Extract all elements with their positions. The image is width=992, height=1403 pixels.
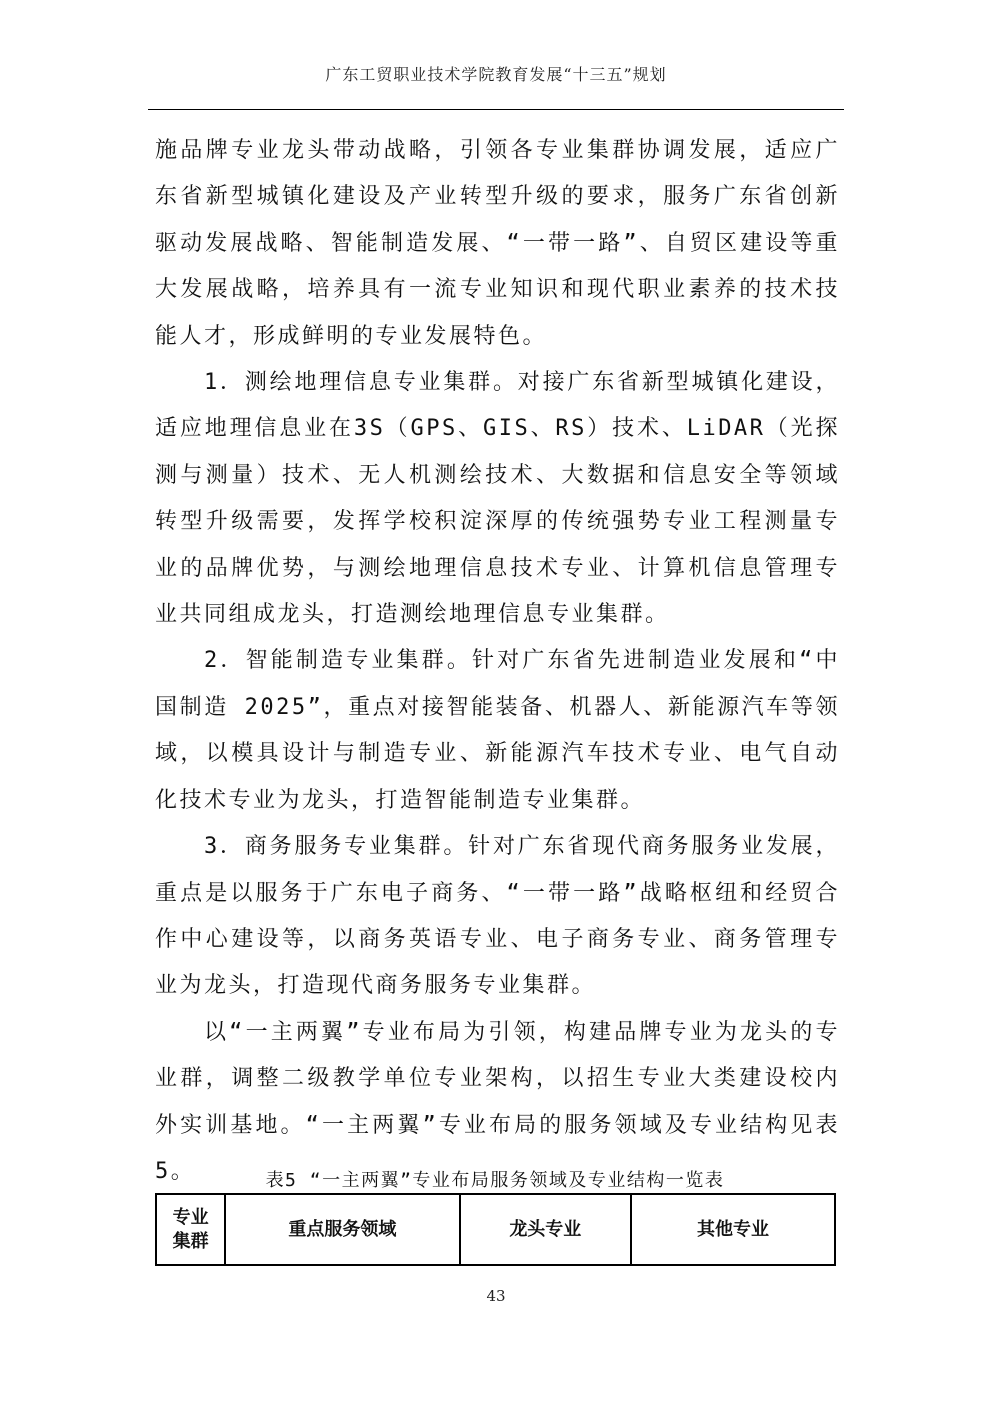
paragraph-continuation: 施品牌专业龙头带动战略，引领各专业集群协调发展，适应广东省新型城镇化建设及产业转型升级的要求，服务广东省创新驱动发展战略、智能制造发展、“一带一路”、自贸区建设等重大发展战略，培养具有一流专业知识和现代职业素养的技术技能人才，形成鲜明的专业发展特色。	[155, 138, 840, 349]
structure-table	[155, 1193, 836, 1266]
header-cell-service-areas: 重点服务领域	[225, 1194, 459, 1265]
header-cluster-line2: 集群	[172, 1230, 209, 1252]
page-number: 43	[486, 1287, 506, 1305]
header-cluster-line1: 专业	[172, 1206, 209, 1228]
table-header-row	[156, 1194, 835, 1265]
header-cell-other-majors: 其他专业	[631, 1194, 835, 1265]
paragraph-layout-summary: 以“一主两翼”专业布局为引领，构建品牌专业为龙头的专业群，调整二级教学单位专业架构，以招生专业大类建设校内外实训基地。“一主两翼”专业布局的服务领域及专业结构见表5。	[155, 1019, 840, 1184]
header-rule	[148, 109, 844, 110]
header-cell-cluster	[156, 1194, 225, 1265]
body-text	[155, 128, 840, 1195]
header-cell-leading-major: 龙头专业	[460, 1194, 631, 1265]
paragraph-business-cluster: 3．商务服务专业集群。针对广东省现代商务服务业发展，重点是以服务于广东电子商务、“一带一路”战略枢纽和经贸合作中心建设等，以商务英语专业、电子商务专业、商务管理专业为龙头，打造现代商务服务专业集群。	[155, 834, 840, 999]
paragraph-surveying-cluster: 1．测绘地理信息专业集群。对接广东省新型城镇化建设，适应地理信息业在3S（GPS、GIS、RS）技术、LiDAR（光探测与测量）技术、无人机测绘技术、大数据和信息安全等领域转型升级需要，发挥学校积淀深厚的传统强势专业工程测量专业的品牌优势，与测绘地理信息技术专业、计算机信息管理专业共同组成龙头，打造测绘地理信息专业集群。	[155, 370, 840, 628]
table-caption: 表5 “一主两翼”专业布局服务领域及专业结构一览表	[265, 1170, 725, 1191]
paragraph-manufacturing-cluster: 2．智能制造专业集群。针对广东省先进制造业发展和“中国制造 2025”，重点对接智能装备、机器人、新能源汽车等领域，以模具设计与制造专业、新能源汽车技术专业、电气自动化技术专业为龙头，打造智能制造专业集群。	[155, 648, 840, 813]
running-header: 广东工贸职业技术学院教育发展“十三五”规划	[325, 65, 667, 84]
